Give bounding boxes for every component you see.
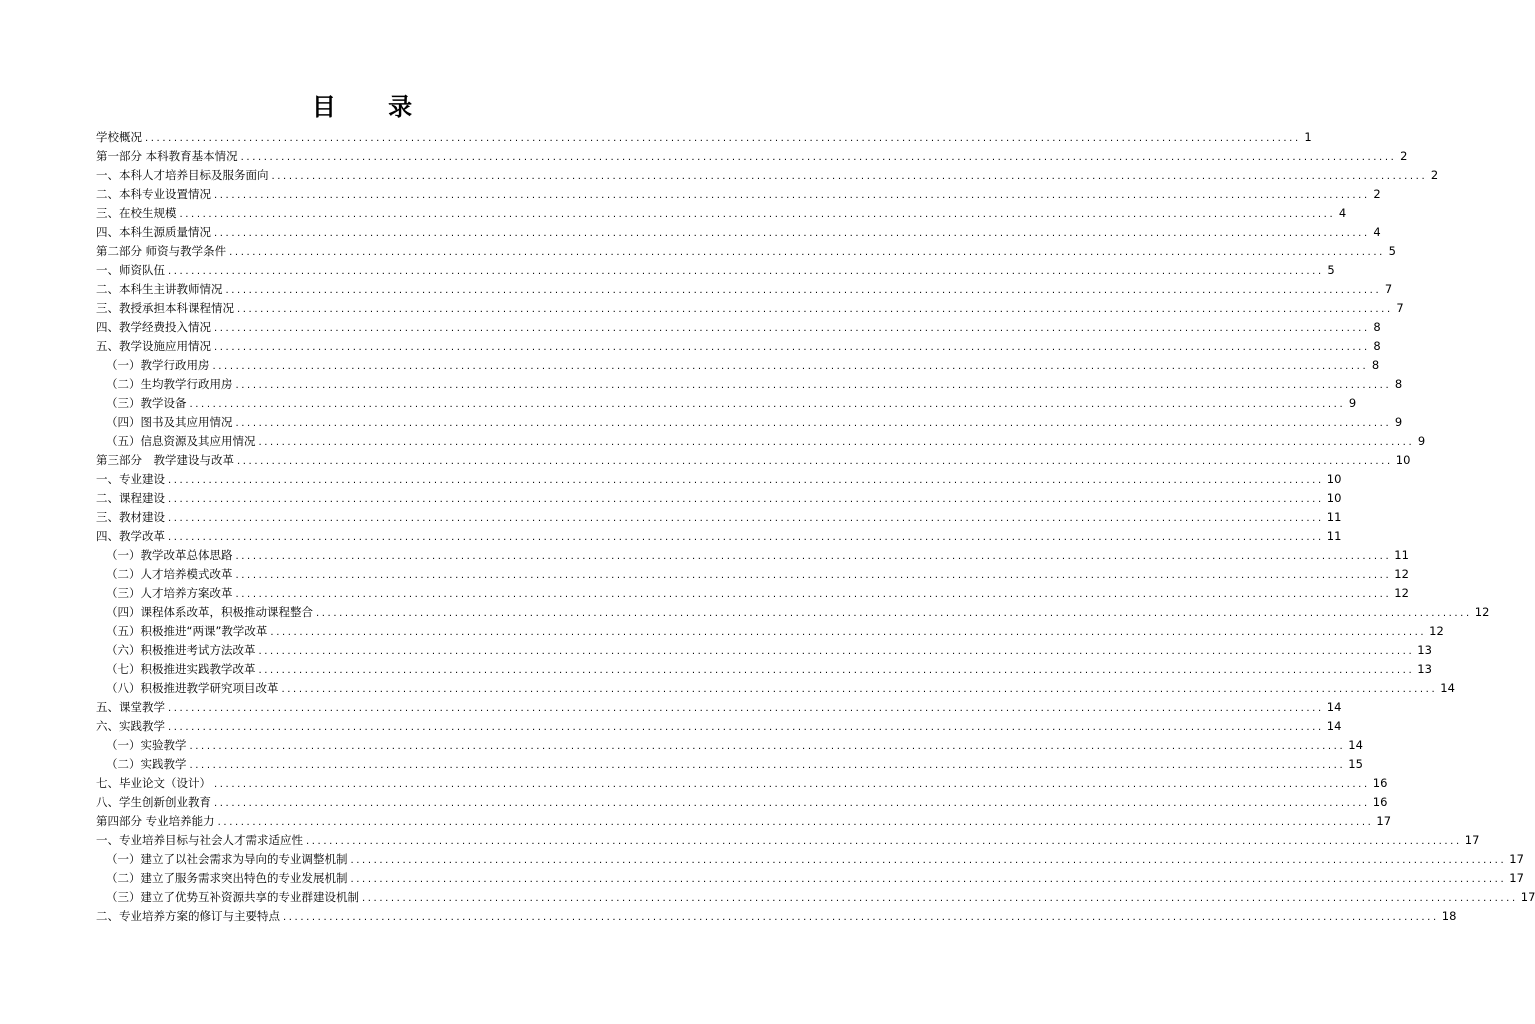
toc-entry[interactable] bbox=[96, 223, 1381, 242]
toc-entry-label: （一）教学行政用房 bbox=[106, 358, 210, 372]
toc-entry[interactable] bbox=[96, 394, 1357, 413]
toc-entry-label: 五、课堂教学 bbox=[96, 700, 165, 714]
toc-entry-page-number: 18 bbox=[1441, 909, 1457, 923]
toc-entry-page-number: 10 bbox=[1326, 491, 1342, 505]
toc-entry-page-number: 11 bbox=[1326, 529, 1342, 543]
toc-dot-leader: ........................................................................................................................................................................................................ bbox=[189, 399, 1346, 410]
toc-entry[interactable] bbox=[96, 185, 1381, 204]
toc-entry-label: （二）生均教学行政用房 bbox=[106, 377, 233, 391]
toc-entry[interactable] bbox=[96, 204, 1347, 223]
toc-dot-leader: ........................................................................................................................................................................................................ bbox=[168, 532, 1324, 543]
toc-entry[interactable] bbox=[96, 489, 1342, 508]
toc-entry-label: 一、专业建设 bbox=[96, 472, 165, 486]
toc-dot-leader: ........................................................................................................................................................................................................ bbox=[214, 779, 1370, 790]
toc-entry-page-number: 8 bbox=[1394, 377, 1403, 391]
toc-entry-page-number: 16 bbox=[1372, 776, 1388, 790]
toc-entry[interactable] bbox=[96, 774, 1388, 793]
toc-entry-page-number: 10 bbox=[1326, 472, 1342, 486]
toc-dot-leader: ........................................................................................................................................................................................................ bbox=[168, 494, 1324, 505]
toc-dot-leader: ........................................................................................................................................................................................................ bbox=[168, 266, 1324, 277]
toc-entry-page-number: 11 bbox=[1394, 548, 1409, 562]
toc-entry-page-number: 14 bbox=[1326, 700, 1342, 714]
toc-entry-label: 二、本科生主讲教师情况 bbox=[96, 282, 223, 296]
toc-entry-page-number: 17 bbox=[1520, 890, 1535, 904]
toc-entry-label: 四、本科生源质量情况 bbox=[96, 225, 211, 239]
toc-entry[interactable] bbox=[96, 869, 1524, 888]
toc-entry-label: （二）建立了服务需求突出特色的专业发展机制 bbox=[106, 871, 348, 885]
toc-entry-page-number: 4 bbox=[1338, 206, 1347, 220]
toc-entry[interactable] bbox=[96, 299, 1404, 318]
toc-dot-leader: ........................................................................................................................................................................................................ bbox=[212, 361, 1369, 372]
toc-entry[interactable] bbox=[96, 831, 1480, 850]
toc-entry-page-number: 8 bbox=[1371, 358, 1380, 372]
toc-entry-page-number: 9 bbox=[1348, 396, 1357, 410]
toc-entry-label: 第三部分 教学建设与改革 bbox=[96, 453, 234, 467]
toc-entry[interactable] bbox=[96, 432, 1426, 451]
toc-entry-label: （三）教学设备 bbox=[106, 396, 187, 410]
toc-entry-page-number: 13 bbox=[1417, 662, 1432, 676]
toc-entry[interactable] bbox=[96, 584, 1409, 603]
toc-entry[interactable] bbox=[96, 318, 1381, 337]
toc-entry[interactable] bbox=[96, 622, 1444, 641]
toc-entry-page-number: 1 bbox=[1304, 130, 1312, 144]
toc-entry-page-number: 2 bbox=[1430, 168, 1439, 182]
toc-entry[interactable] bbox=[96, 812, 1392, 831]
toc-entry-label: 四、教学改革 bbox=[96, 529, 165, 543]
toc-entry-page-number: 17 bbox=[1509, 871, 1524, 885]
toc-dot-leader: ........................................................................................................................................................................................................ bbox=[235, 570, 1392, 581]
toc-entry-page-number: 9 bbox=[1394, 415, 1403, 429]
toc-entry-page-number: 10 bbox=[1395, 453, 1411, 467]
toc-entry[interactable] bbox=[96, 717, 1342, 736]
toc-dot-leader: ........................................................................................................................................................................................................ bbox=[229, 247, 1385, 258]
toc-list bbox=[96, 128, 1535, 926]
toc-dot-leader: ........................................................................................................................................................................................................ bbox=[235, 418, 1392, 429]
toc-entry-page-number: 17 bbox=[1464, 833, 1480, 847]
toc-dot-leader: ........................................................................................................................................................................................................ bbox=[168, 722, 1324, 733]
toc-entry-label: 一、师资队伍 bbox=[96, 263, 165, 277]
toc-entry-page-number: 14 bbox=[1440, 681, 1455, 695]
toc-entry-label: 二、课程建设 bbox=[96, 491, 165, 505]
toc-entry-page-number: 17 bbox=[1509, 852, 1524, 866]
toc-entry-page-number: 12 bbox=[1474, 605, 1490, 619]
toc-dot-leader: ........................................................................................................................................................................................................ bbox=[237, 456, 1393, 467]
toc-dot-leader: ........................................................................................................................................................................................................ bbox=[168, 513, 1324, 524]
toc-dot-leader: ........................................................................................................................................................................................................ bbox=[189, 741, 1346, 752]
toc-dot-leader: ........................................................................................................................................................................................................ bbox=[362, 893, 1518, 904]
toc-dot-leader: ........................................................................................................................................................................................................ bbox=[271, 171, 1428, 182]
toc-dot-leader: ........................................................................................................................................................................................................ bbox=[235, 380, 1392, 391]
toc-dot-leader: ........................................................................................................................................................................................................ bbox=[217, 817, 1374, 828]
toc-entry-label: （二）实践教学 bbox=[106, 757, 187, 771]
toc-entry[interactable] bbox=[96, 907, 1457, 926]
toc-entry-label: （二）人才培养模式改革 bbox=[106, 567, 233, 581]
toc-entry-label: （七）积极推进实践教学改革 bbox=[106, 662, 256, 676]
toc-entry[interactable] bbox=[96, 375, 1403, 394]
toc-dot-leader: ........................................................................................................................................................................................................ bbox=[214, 190, 1370, 201]
toc-dot-leader: ........................................................................................................................................................................................................ bbox=[350, 855, 1507, 866]
toc-title: 目 录 bbox=[311, 93, 435, 121]
toc-entry[interactable] bbox=[96, 546, 1409, 565]
toc-entry-label: （六）积极推进考试方法改革 bbox=[106, 643, 256, 657]
toc-entry-page-number: 2 bbox=[1373, 187, 1381, 201]
toc-entry[interactable] bbox=[96, 698, 1342, 717]
toc-entry-page-number: 14 bbox=[1348, 738, 1363, 752]
toc-dot-leader: ........................................................................................................................................................................................................ bbox=[306, 836, 1462, 847]
toc-entry-label: 三、教授承担本科课程情况 bbox=[96, 301, 234, 315]
toc-dot-leader: ........................................................................................................................................................................................................ bbox=[168, 703, 1324, 714]
toc-entry[interactable] bbox=[96, 261, 1335, 280]
toc-entry-page-number: 5 bbox=[1327, 263, 1335, 277]
toc-entry[interactable] bbox=[96, 337, 1381, 356]
toc-entry[interactable] bbox=[96, 603, 1490, 622]
toc-entry[interactable] bbox=[96, 413, 1403, 432]
toc-entry[interactable] bbox=[96, 451, 1411, 470]
toc-dot-leader: ........................................................................................................................................................................................................ bbox=[214, 798, 1370, 809]
toc-entry[interactable] bbox=[96, 280, 1393, 299]
toc-entry-label: （一）建立了以社会需求为导向的专业调整机制 bbox=[106, 852, 348, 866]
toc-dot-leader: ........................................................................................................................................................................................................ bbox=[237, 304, 1393, 315]
toc-dot-leader: ........................................................................................................................................................................................................ bbox=[214, 342, 1370, 353]
toc-entry-label: 一、本科人才培养目标及服务面向 bbox=[96, 168, 269, 182]
toc-entry-label: 三、在校生规模 bbox=[96, 206, 177, 220]
toc-entry-label: （五）信息资源及其应用情况 bbox=[106, 434, 256, 448]
toc-entry-page-number: 8 bbox=[1373, 339, 1381, 353]
toc-entry[interactable] bbox=[96, 166, 1439, 185]
toc-entry-label: 二、本科专业设置情况 bbox=[96, 187, 211, 201]
toc-entry-label: 学校概况 bbox=[96, 130, 142, 144]
toc-entry-label: （八）积极推进教学研究项目改革 bbox=[106, 681, 279, 695]
toc-dot-leader: ........................................................................................................................................................................................................ bbox=[350, 874, 1507, 885]
toc-entry-page-number: 14 bbox=[1326, 719, 1342, 733]
toc-entry[interactable] bbox=[96, 793, 1388, 812]
toc-entry-page-number: 4 bbox=[1373, 225, 1381, 239]
toc-dot-leader: ........................................................................................................................................................................................................ bbox=[235, 551, 1392, 562]
toc-entry-label: 七、毕业论文（设计） bbox=[96, 776, 211, 790]
toc-entry-page-number: 9 bbox=[1417, 434, 1426, 448]
toc-dot-leader: ........................................................................................................................................................................................................ bbox=[281, 684, 1438, 695]
toc-dot-leader: ........................................................................................................................................................................................................ bbox=[225, 285, 1382, 296]
toc-entry[interactable] bbox=[96, 850, 1524, 869]
toc-dot-leader: ........................................................................................................................................................................................................ bbox=[179, 209, 1336, 220]
toc-dot-leader: ........................................................................................................................................................................................................ bbox=[214, 228, 1370, 239]
toc-entry[interactable] bbox=[96, 641, 1432, 660]
toc-entry-label: 四、教学经费投入情况 bbox=[96, 320, 211, 334]
toc-entry-page-number: 7 bbox=[1384, 282, 1393, 296]
toc-entry-label: 第四部分 专业培养能力 bbox=[96, 814, 215, 828]
toc-entry-label: 三、教材建设 bbox=[96, 510, 165, 524]
toc-entry-label: （三）人才培养方案改革 bbox=[106, 586, 233, 600]
toc-entry-page-number: 12 bbox=[1429, 624, 1444, 638]
toc-dot-leader: ........................................................................................................................................................................................................ bbox=[283, 912, 1439, 923]
toc-entry-page-number: 15 bbox=[1348, 757, 1363, 771]
toc-entry-page-number: 5 bbox=[1388, 244, 1396, 258]
toc-entry-page-number: 16 bbox=[1372, 795, 1388, 809]
toc-entry-label: 第二部分 师资与教学条件 bbox=[96, 244, 227, 258]
toc-entry-page-number: 7 bbox=[1396, 301, 1404, 315]
toc-entry[interactable] bbox=[96, 679, 1455, 698]
toc-entry[interactable] bbox=[96, 147, 1408, 166]
toc-entry-label: 第一部分 本科教育基本情况 bbox=[96, 149, 238, 163]
toc-entry[interactable] bbox=[96, 736, 1363, 755]
toc-entry-label: 二、专业培养方案的修订与主要特点 bbox=[96, 909, 280, 923]
toc-entry[interactable] bbox=[96, 356, 1380, 375]
toc-dot-leader: ........................................................................................................................................................................................................ bbox=[316, 608, 1472, 619]
toc-entry-label: （四）课程体系改革，积极推动课程整合 bbox=[106, 605, 313, 619]
toc-dot-leader: ........................................................................................................................................................................................................ bbox=[258, 665, 1415, 676]
toc-entry[interactable] bbox=[96, 470, 1342, 489]
toc-dot-leader: ........................................................................................................................................................................................................ bbox=[258, 437, 1415, 448]
toc-entry-label: （三）建立了优势互补资源共享的专业群建设机制 bbox=[106, 890, 359, 904]
toc-entry[interactable] bbox=[96, 755, 1363, 774]
toc-entry[interactable] bbox=[96, 242, 1396, 261]
toc-entry-label: 一、专业培养目标与社会人才需求适应性 bbox=[96, 833, 303, 847]
toc-entry-page-number: 12 bbox=[1394, 586, 1409, 600]
toc-entry[interactable] bbox=[96, 660, 1432, 679]
toc-dot-leader: ........................................................................................................................................................................................................ bbox=[214, 323, 1370, 334]
toc-entry-label: 五、教学设施应用情况 bbox=[96, 339, 211, 353]
toc-entry-page-number: 2 bbox=[1400, 149, 1408, 163]
toc-entry-page-number: 17 bbox=[1376, 814, 1392, 828]
toc-entry-page-number: 13 bbox=[1417, 643, 1432, 657]
toc-entry-label: （四）图书及其应用情况 bbox=[106, 415, 233, 429]
toc-entry-label: 六、实践教学 bbox=[96, 719, 165, 733]
toc-dot-leader: ........................................................................................................................................................................................................ bbox=[235, 589, 1392, 600]
toc-dot-leader: ........................................................................................................................................................................................................ bbox=[258, 646, 1415, 657]
toc-entry[interactable] bbox=[96, 888, 1535, 907]
toc-entry[interactable] bbox=[96, 565, 1409, 584]
toc-entry-page-number: 11 bbox=[1326, 510, 1342, 524]
toc-entry[interactable] bbox=[96, 508, 1342, 527]
toc-entry-page-number: 8 bbox=[1373, 320, 1381, 334]
toc-entry-label: （一）实验教学 bbox=[106, 738, 187, 752]
toc-entry-label: （五）积极推进“两课”教学改革 bbox=[106, 624, 268, 638]
toc-entry-page-number: 12 bbox=[1394, 567, 1409, 581]
toc-dot-leader: ........................................................................................................................................................................................................ bbox=[240, 152, 1397, 163]
toc-dot-leader: ........................................................................................................................................................................................................ bbox=[168, 475, 1324, 486]
toc-dot-leader: ........................................................................................................................................................................................................ bbox=[189, 760, 1346, 771]
toc-dot-leader: ........................................................................................................................................................................................................ bbox=[145, 133, 1301, 144]
toc-entry-label: 八、学生创新创业教育 bbox=[96, 795, 211, 809]
toc-entry[interactable] bbox=[96, 527, 1342, 546]
toc-entry[interactable] bbox=[96, 128, 1312, 147]
toc-entry-label: （一）教学改革总体思路 bbox=[106, 548, 233, 562]
toc-dot-leader: ........................................................................................................................................................................................................ bbox=[270, 627, 1427, 638]
